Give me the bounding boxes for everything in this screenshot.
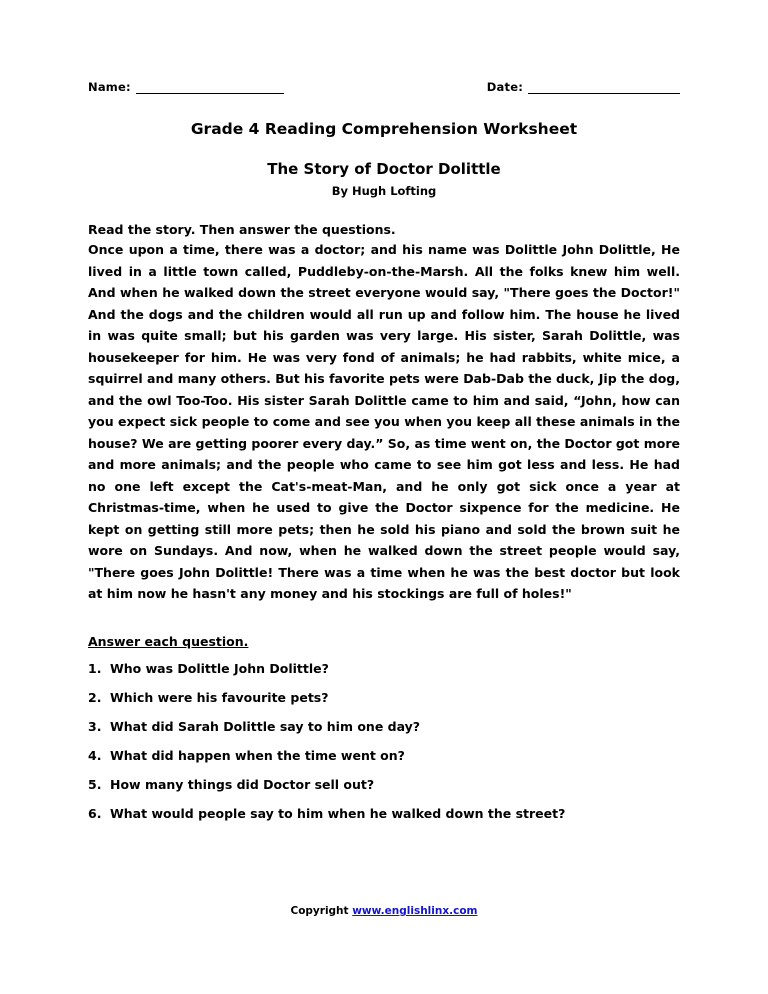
list-item — [88, 690, 680, 705]
answer-section-heading: Answer each question. — [88, 633, 249, 649]
story-title: The Story of Doctor Dolittle — [267, 160, 501, 178]
story-passage: Once upon a time, there was a doctor; and his name was Dolittle John Dolittle, He lived in a little town called, Puddleby-on-the-Marsh. All the folks knew him well. And when he walked down the street everyone would say, "There goes the Doctor!" And the dogs and the children would all run up and follow him. The house he lived in was quite small; but his garden was very large. His sister, Sarah Dolittle, was housekeeper for him. He was very fond of animals; he had rabbits, white mice, a squirrel and many others. But his favorite pets were Dab-Dab the duck, Jip the dog, and the owl Too-Too. His sister Sarah Dolittle came to him and said, “John, how can you expect sick people to come and see you when you keep all these animals in the house? We are getting poorer every day.” So, as time went on, the Doctor got more and more animals; and the people who came to see him got less and less. He had no one left except the Cat's-meat-Man, and he only got sick once a year at Christmas-time, when he used to give the Doctor sixpence for the medicine. He kept on getting still more pets; then he sold his piano and sold the brown suit he wore on Sundays. And now, when he walked down the street people would say, "There goes John Dolittle! There was a time when he was the best doctor but look at him now he hasn't any money and his stockings are full of holes!" — [88, 242, 680, 601]
story-author: By Hugh Lofting — [331, 184, 437, 198]
question-number: 4. — [88, 747, 102, 763]
name-label: Name: — [88, 80, 131, 94]
question-number: 5. — [88, 776, 102, 792]
date-field[interactable] — [487, 80, 680, 94]
list-item — [88, 661, 680, 676]
copyright-label: Copyright — [290, 905, 349, 917]
list-item — [88, 719, 680, 734]
question-text: How many things did Doctor sell out? — [110, 776, 375, 792]
name-field[interactable] — [88, 80, 284, 94]
instruction-text: Read the story. Then answer the questions. — [88, 222, 396, 237]
footer — [0, 905, 768, 917]
question-number: 3. — [88, 718, 102, 734]
list-item — [88, 777, 680, 792]
name-date-row — [88, 80, 680, 94]
list-item — [88, 806, 680, 821]
name-write-line[interactable] — [136, 82, 284, 94]
question-text: What did happen when the time went on? — [110, 747, 405, 763]
website-link[interactable]: www.englishlinx.com — [352, 905, 478, 917]
page-title: Grade 4 Reading Comprehension Worksheet — [190, 120, 578, 138]
question-text: What did Sarah Dolittle say to him one day? — [110, 718, 421, 734]
question-list — [88, 661, 680, 821]
question-text: Who was Dolittle John Dolittle? — [110, 660, 329, 676]
list-item — [88, 748, 680, 763]
date-write-line[interactable] — [528, 82, 680, 94]
date-label: Date: — [486, 80, 523, 94]
question-number: 6. — [88, 805, 102, 821]
question-number: 2. — [88, 689, 102, 705]
question-number: 1. — [88, 660, 102, 676]
question-text: Which were his favourite pets? — [110, 689, 329, 705]
question-text: What would people say to him when he walked down the street? — [110, 805, 566, 821]
